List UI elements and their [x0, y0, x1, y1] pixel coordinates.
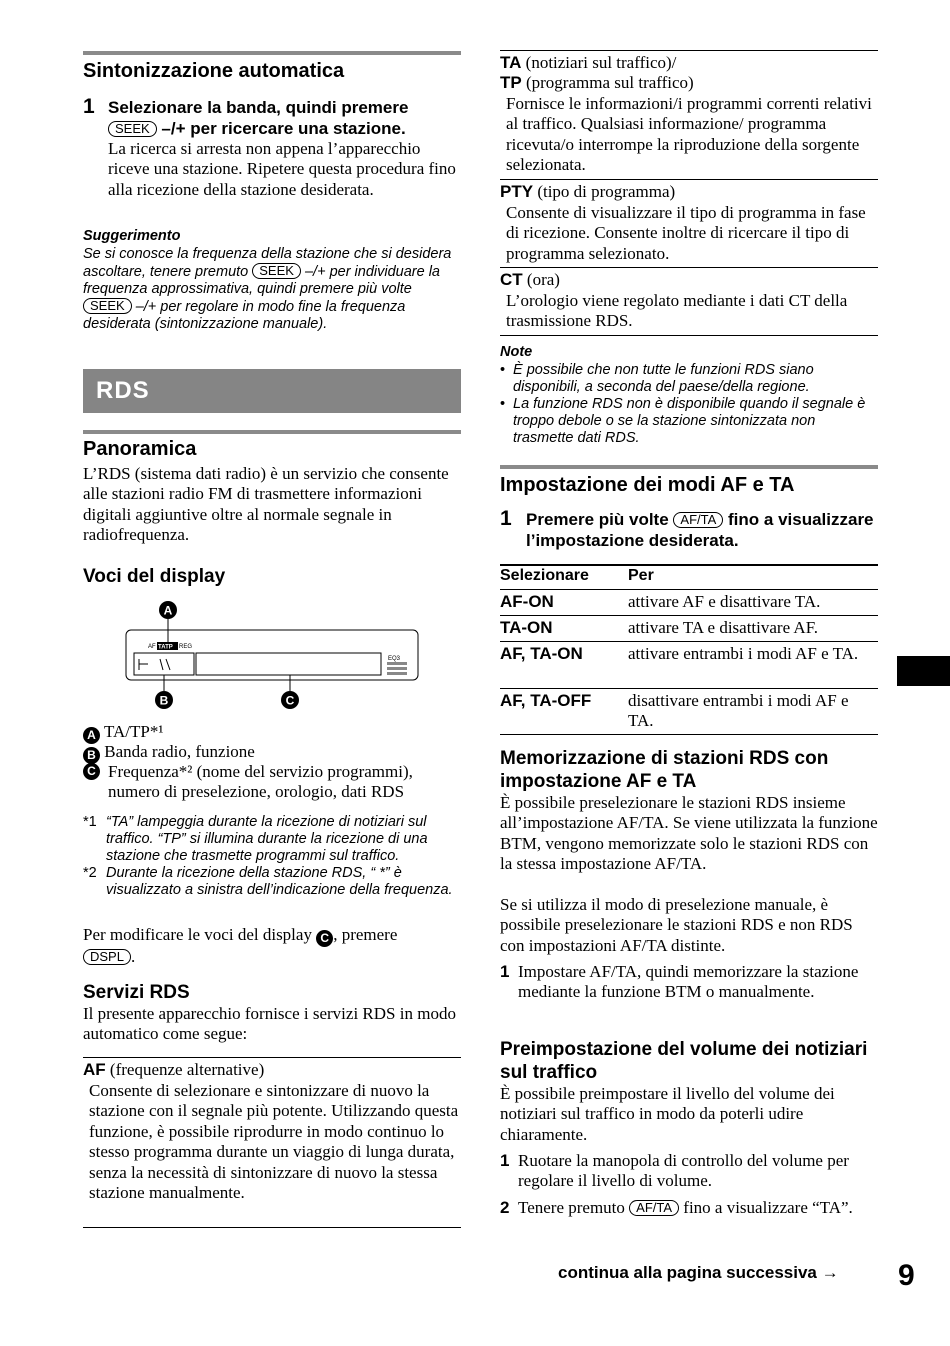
- change-text-2: , premere: [333, 925, 398, 944]
- table-row-desc: disattivare entrambi i modi AF e TA.: [628, 691, 849, 731]
- svg-text:C: C: [285, 693, 295, 708]
- pty-body: Consente di visualizzare il tipo di programma in fase di ricezione. Consente inoltre di ricercare il tipo di programma selezionato.: [506, 203, 866, 263]
- volume-title: Preimpostazione del volume dei notiziari sul traffico: [500, 1039, 868, 1083]
- overview-title: Panoramica: [83, 438, 197, 460]
- step-number: 1: [500, 1151, 510, 1170]
- change-display-text: Per modificare le voci del display C , premere DSPL .: [83, 925, 398, 966]
- section-rule: [83, 430, 461, 434]
- pty-subtitle: (tipo di programma): [537, 182, 676, 201]
- step-1-body: La ricerca si arresta non appena l’apparecchio riceve una stazione. Ripetere questa procedura fino alla ricezione della stazione desiderata.: [108, 139, 456, 199]
- svg-text:A: A: [163, 603, 173, 618]
- tip-title: Suggerimento: [83, 228, 181, 244]
- page-number: 9: [898, 1259, 915, 1292]
- services-title: Servizi RDS: [83, 982, 190, 1003]
- svg-text:EQ3: EQ3: [388, 656, 401, 662]
- marker-a: [159, 601, 177, 619]
- table-row-desc: attivare entrambi i modi AF e TA.: [628, 644, 859, 663]
- step-1-line1: Selezionare la banda, quindi premere: [108, 98, 409, 117]
- svg-text:TATP: TATP: [158, 644, 173, 651]
- marker-b: [155, 691, 173, 709]
- legend-b-text: Banda radio, funzione: [104, 742, 255, 761]
- services-body: Il presente apparecchio fornisce i servizi RDS in modo automatico come segue:: [83, 1004, 456, 1044]
- afta-title: Impostazione dei modi AF e TA: [500, 474, 795, 496]
- tip-body: [83, 246, 453, 333]
- footnote-1-mark: *1: [83, 814, 97, 830]
- tp-heading: [500, 73, 694, 93]
- tip-text-1: Se si conosce la frequenza della stazione che si desidera ascoltare, tenere premuto: [83, 246, 452, 280]
- rds-banner: [83, 369, 461, 413]
- afta-button-label: AF/TA: [629, 1200, 679, 1216]
- svg-text:REG: REG: [179, 644, 193, 650]
- volume-step-1-text: Ruotare la manopola di controllo del volume per regolare il livello di volume.: [518, 1151, 849, 1191]
- legend-a-text: TA/TP*¹: [103, 722, 164, 741]
- marker-c: [281, 691, 299, 709]
- footnote-1: “TA” lampeggia durante la ricezione di notiziari sul traffico. “TP” si illumina durante la ricezione di una stazione che trasmette programmi sul traffico.: [106, 814, 428, 864]
- ct-body: L’orologio viene regolato mediante i dati CT della trasmissione RDS.: [506, 291, 848, 331]
- continue-note: continua alla pagina successiva →: [558, 1263, 839, 1282]
- table-header-select: Selezionare: [500, 567, 589, 584]
- note-1: È possibile che non tutte le funzioni RDS siano disponibili, a seconda del paese/della regione.: [513, 362, 814, 395]
- afta-step-instruction: [526, 510, 881, 551]
- seek-button-label: SEEK: [108, 121, 157, 137]
- display-title: Voci del display: [83, 566, 226, 587]
- memorize-step-text: Impostare AF/TA, quindi memorizzare la stazione mediante la funzione BTM o manualmente.: [518, 962, 859, 1002]
- marker-c-icon: C: [83, 763, 100, 780]
- table-rule: [500, 267, 878, 268]
- step-1-line2: –/+ per ricercare una stazione.: [161, 118, 406, 138]
- overview-body: L’RDS (sistema dati radio) è un servizio che consente alle stazioni radio FM di trasmettere informazioni digitali aggiuntive oltre al normale segnale in radiofrequenza.: [83, 464, 449, 545]
- table-rule: [500, 50, 878, 51]
- table-row-term: AF-ON: [500, 592, 554, 611]
- table-row-term: AF, TA-OFF: [500, 691, 592, 710]
- ct-heading: [500, 270, 560, 290]
- ct-subtitle: (ora): [526, 270, 560, 289]
- section-rule: [83, 51, 461, 55]
- marker-c-icon: C: [316, 930, 333, 947]
- table-header-per: Per: [628, 567, 654, 584]
- tp-subtitle: (programma sul traffico): [525, 73, 694, 92]
- table-row-term: AF, TA-ON: [500, 644, 583, 663]
- seek-button-label: SEEK: [252, 263, 301, 279]
- auto-tuning-title: Sintonizzazione automatica: [83, 60, 345, 82]
- af-subtitle: (frequenze alternative): [109, 1060, 265, 1079]
- change-text-1: Per modificare le voci del display: [83, 925, 312, 944]
- legend-c-text: Frequenza*² (nome del servizio programmi), numero di preselezione, orologio, dati RDS: [108, 762, 413, 802]
- af-body: Consente di selezionare e sintonizzare di nuovo la stazione con il segnale più potente. Utilizzando questa funzione, è possibile riprodurre in modo continuo lo stesso programma durante un viaggio di lunga durata, senza la necessità di sintonizzare di nuovo la stessa stazione manualmente.: [89, 1081, 459, 1203]
- table-rule: [500, 335, 878, 336]
- table-row-desc: attivare TA e disattivare AF.: [628, 618, 819, 637]
- ta-term: TA: [500, 53, 522, 72]
- footnote-2: Durante la ricezione della stazione RDS, “ *” è visualizzato a sinistra dell’indicazione della frequenza.: [106, 865, 453, 898]
- ta-subtitle: (notiziari sul traffico)/: [525, 53, 677, 72]
- seek-button-label: SEEK: [83, 298, 132, 314]
- table-rule: [500, 641, 878, 642]
- af-term: AF: [83, 1060, 106, 1079]
- step-1-instruction: [108, 98, 468, 139]
- tip-text-2: –/+ per individuare la frequenza approssimativa, quindi premere più volte: [83, 264, 441, 297]
- marker-b-icon: B: [83, 747, 100, 764]
- dspl-button-label: DSPL: [83, 949, 131, 965]
- legend-c: [83, 762, 461, 803]
- volume-step-2-text: [518, 1198, 876, 1218]
- af-heading: [83, 1060, 461, 1080]
- table-rule: [500, 734, 878, 735]
- volume-step-2-text-2: fino a visualizzare “TA”.: [683, 1198, 853, 1217]
- side-tab-marker: [897, 656, 950, 686]
- pty-term: PTY: [500, 182, 534, 201]
- volume-body: È possibile preimpostare il livello del volume dei notiziari sul traffico in modo da poterli udire chiaramente.: [500, 1084, 835, 1144]
- table-rule: [83, 1227, 461, 1228]
- note-2: La funzione RDS non è disponibile quando il segnale è troppo debole o se la stazione sintonizzata non trasmette dati RDS.: [513, 396, 866, 446]
- memorize-title: Memorizzazione di stazioni RDS con impostazione AF e TA: [500, 748, 829, 792]
- note-bullet: •: [500, 396, 506, 412]
- table-row-desc: attivare AF e disattivare TA.: [628, 592, 821, 611]
- rds-banner-label: RDS: [96, 377, 150, 404]
- legend-a: [83, 722, 461, 744]
- note-bullet: •: [500, 362, 506, 378]
- footnote-2-mark: *2: [83, 865, 97, 881]
- afta-step-text-1: Premere più volte: [526, 510, 669, 529]
- step-number: 2: [500, 1198, 510, 1217]
- memorize-body-2: Se si utilizza il modo di preselezione manuale, è possibile preselezionare le stazioni RDS e non RDS con impostazioni AF/TA distinte.: [500, 895, 853, 955]
- memorize-body-1: È possibile preselezionare le stazioni RDS insieme all’impostazione AF/TA. Se viene utilizzata la funzione BTM, vengono memorizzate solo le stazioni RDS con la stessa impostazione AF/TA.: [500, 793, 878, 874]
- table-rule: [500, 179, 878, 180]
- pty-heading: [500, 182, 675, 202]
- step-number: 1: [500, 507, 512, 530]
- afta-button-label: AF/TA: [673, 512, 723, 528]
- table-rule: [83, 1057, 461, 1058]
- ct-term: CT: [500, 270, 523, 289]
- svg-text:B: B: [159, 693, 169, 708]
- display-diagram: [120, 598, 425, 713]
- afta-step-text-2: fino a visualizzare l’impostazione desiderata.: [526, 510, 874, 550]
- table-rule: [500, 589, 878, 590]
- ta-heading: [500, 53, 676, 73]
- marker-a-icon: A: [83, 727, 100, 744]
- tatp-body: Fornisce le informazioni/i programmi correnti relativi al traffico. Qualsiasi informazione/ programma ricevuta/o interrompe la riproduzione della sorgente selezionata.: [506, 94, 872, 175]
- table-rule: [500, 564, 878, 566]
- tip-text-3: –/+ per regolare in modo fine la frequenza desiderata (sintonizzazione manuale).: [83, 299, 406, 332]
- notes-title: Note: [500, 344, 533, 360]
- step-number: 1: [83, 95, 95, 118]
- table-rule: [500, 615, 878, 616]
- svg-text:AF: AF: [148, 644, 156, 650]
- table-rule: [500, 688, 878, 689]
- table-row-term: TA-ON: [500, 618, 553, 637]
- volume-step-2-text-1: Tenere premuto: [518, 1198, 625, 1217]
- section-rule: [500, 465, 878, 469]
- tp-term: TP: [500, 73, 522, 92]
- legend-b: [83, 742, 461, 764]
- step-number: 1: [500, 962, 510, 981]
